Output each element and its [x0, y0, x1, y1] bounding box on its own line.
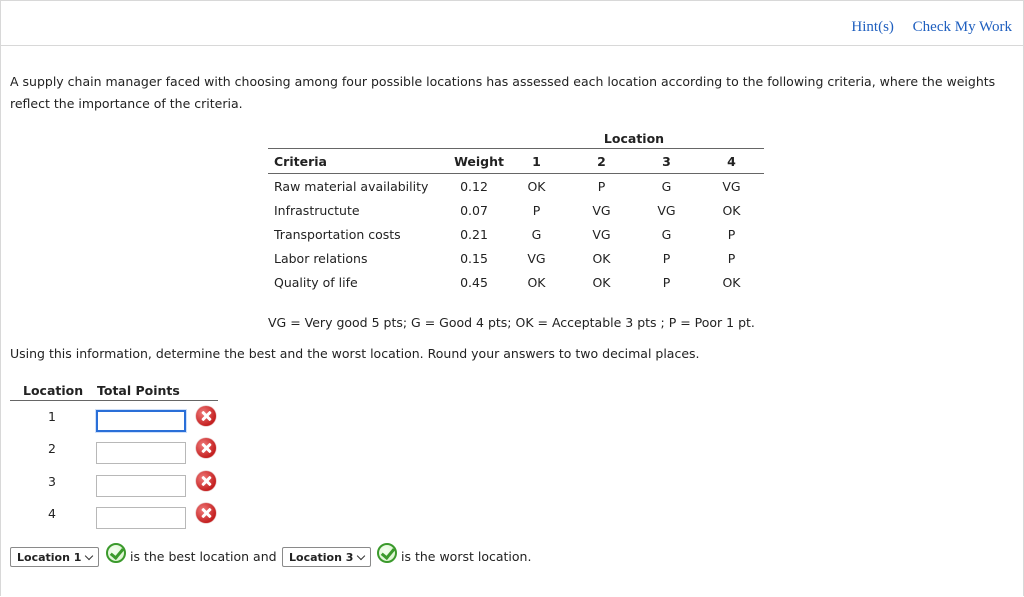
x-circle-icon: [196, 471, 216, 491]
header-divider: [0, 45, 1024, 46]
criteria-table: [268, 128, 764, 294]
rating-cell: P: [727, 226, 736, 242]
rating-cell: OK: [527, 178, 546, 194]
answer-row-location: 4: [48, 506, 56, 521]
location-2-header: 2: [569, 149, 634, 174]
rating-cell: OK: [592, 274, 611, 290]
answer-row-location: 3: [48, 474, 56, 489]
checkmark-circle-icon: [377, 543, 397, 563]
rating-cell: P: [597, 178, 606, 194]
location-4-header: 4: [699, 149, 764, 174]
rating-cell: OK: [592, 250, 611, 266]
total-points-input-1[interactable]: [96, 410, 186, 432]
total-points-input-2[interactable]: [96, 442, 186, 464]
x-circle-icon: [196, 438, 216, 458]
best-location-value: Location 1: [17, 551, 82, 564]
answer-table-header: [10, 382, 218, 401]
hint-link[interactable]: Hint(s): [851, 19, 894, 35]
rating-cell: VG: [592, 202, 611, 218]
rating-legend: VG = Very good 5 pts; G = Good 4 pts; OK = Acceptable 3 pts ; P = Poor 1 pt.: [268, 315, 755, 330]
criteria-name: Labor relations: [274, 250, 368, 266]
best-location-select[interactable]: [10, 547, 99, 567]
criteria-name: Infrastructute: [274, 202, 360, 218]
table-row: [268, 174, 764, 199]
criteria-weight: 0.45: [460, 274, 488, 290]
weight-header: Weight: [444, 149, 504, 174]
column-header-row: [268, 149, 764, 174]
rating-cell: G: [661, 226, 672, 242]
rating-cell: VG: [657, 202, 676, 218]
instruction-text: Using this information, determine the best and the worst location. Round your answers to two decimal places.: [10, 346, 700, 361]
rating-cell: P: [727, 250, 736, 266]
location-header-row: [268, 128, 764, 149]
rating-cell: P: [662, 274, 671, 290]
criteria-weight: 0.15: [460, 250, 488, 266]
chevron-down-icon: [357, 552, 365, 560]
rating-cell: G: [531, 226, 542, 242]
criteria-weight: 0.07: [460, 202, 488, 218]
criteria-weight: 0.12: [460, 178, 488, 194]
table-row: [268, 198, 764, 222]
table-row: [268, 246, 764, 270]
top-links: [836, 19, 1012, 36]
location-3-header: 3: [634, 149, 699, 174]
total-points-column-header: Total Points: [97, 383, 180, 398]
criteria-weight: 0.21: [460, 226, 488, 242]
rating-cell: VG: [527, 250, 546, 266]
location-header: Location: [504, 128, 764, 149]
answer-row-location: 1: [48, 409, 56, 424]
rating-cell: VG: [722, 178, 741, 194]
criteria-name: Quality of life: [274, 274, 358, 290]
intro-text: A supply chain manager faced with choosing among four possible locations has assessed each location according to the following criteria, where the weights reflect the importance of the criteria.: [10, 74, 996, 111]
rating-cell: OK: [722, 202, 741, 218]
location-column-header: Location: [23, 383, 84, 398]
rating-cell: P: [532, 202, 541, 218]
best-location-text: is the best location and: [130, 549, 277, 564]
x-circle-icon: [196, 406, 216, 426]
rating-cell: OK: [722, 274, 741, 290]
answer-row-location: 2: [48, 441, 56, 456]
table-row: [268, 222, 764, 246]
rating-cell: P: [662, 250, 671, 266]
worst-location-select[interactable]: [282, 547, 371, 567]
table-row: [268, 270, 764, 294]
worst-location-value: Location 3: [289, 551, 354, 564]
x-circle-icon: [196, 503, 216, 523]
total-points-input-3[interactable]: [96, 475, 186, 497]
check-my-work-link[interactable]: Check My Work: [912, 19, 1012, 35]
rating-cell: VG: [592, 226, 611, 242]
checkmark-circle-icon: [106, 543, 126, 563]
criteria-header: Criteria: [268, 149, 444, 174]
rating-cell: OK: [527, 274, 546, 290]
total-points-input-4[interactable]: [96, 507, 186, 529]
criteria-name: Raw material availability: [274, 178, 429, 194]
location-1-header: 1: [504, 149, 569, 174]
rating-cell: G: [661, 178, 672, 194]
criteria-name: Transportation costs: [274, 226, 401, 242]
worst-location-text: is the worst location.: [401, 549, 532, 564]
chevron-down-icon: [85, 552, 93, 560]
